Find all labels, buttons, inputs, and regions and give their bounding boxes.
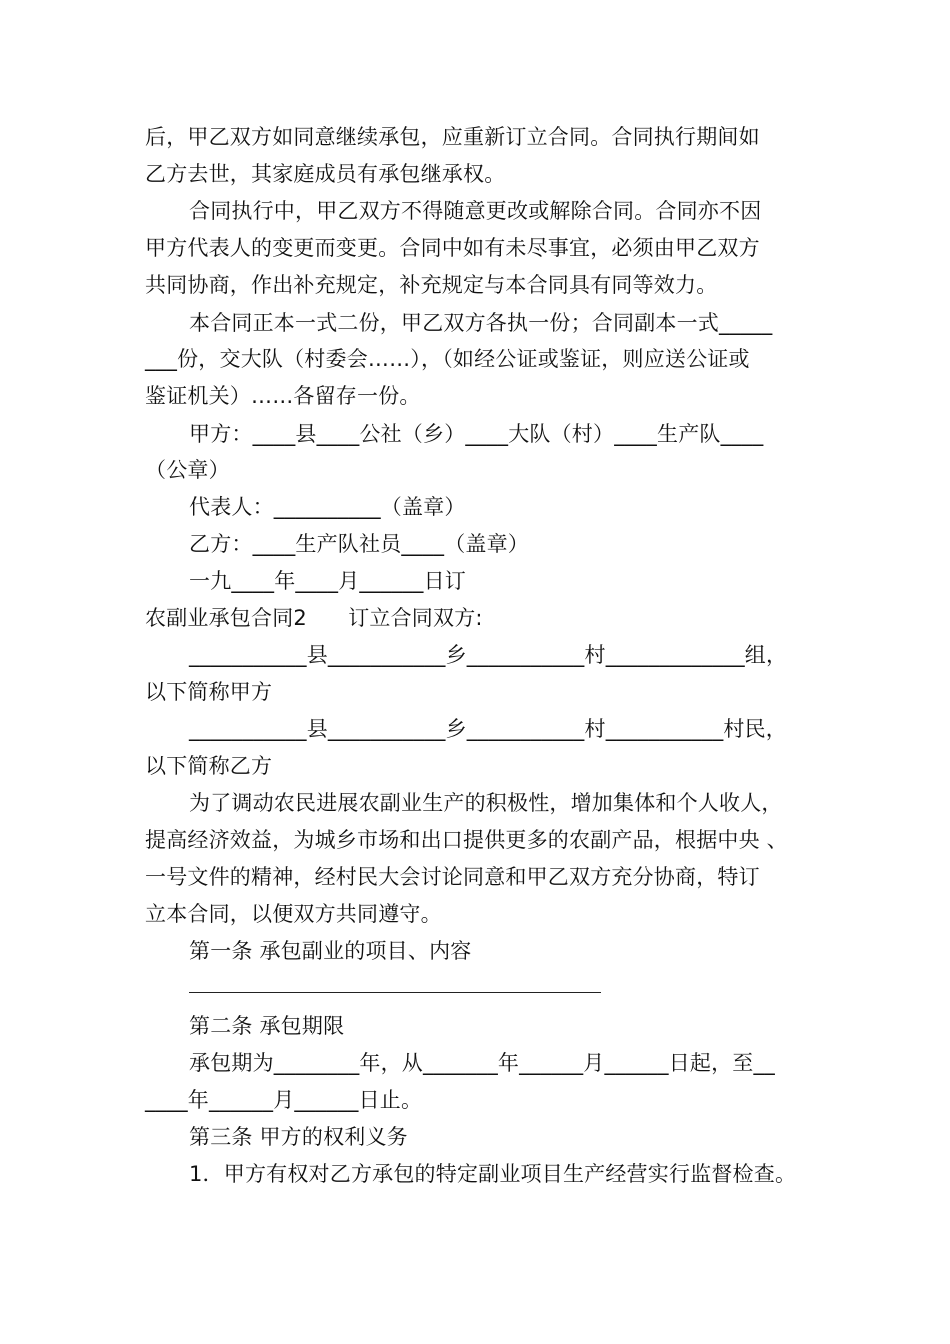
paragraph-start: 为了调动农民进展农副业生产的积极性，增加集体和个人收人， bbox=[189, 791, 783, 815]
paragraph-start: 合同执行中，甲乙双方不得随意更改或解除合同。合同亦不因 bbox=[189, 199, 762, 223]
party-a-address: ___________县___________乡___________村_____________组， bbox=[189, 643, 788, 667]
date-line: 一九____年____月______日订 bbox=[189, 569, 466, 593]
text-line: 一号文件的精神，经村民大会讨论同意和甲乙双方充分协商，特订 bbox=[145, 865, 760, 889]
paragraph-start: 本合同正本一式二份，甲乙双方各执一份；合同副本一式_____ bbox=[189, 311, 773, 335]
party-a-line: 甲方：____县____公社（乡）____大队（村）____生产队____ bbox=[189, 422, 764, 446]
text-line: ___份，交大队（村委会……），（如经公证或鉴证，则应送公证或 bbox=[145, 347, 750, 371]
party-b-line: 乙方：____生产队社员____（盖章） bbox=[189, 532, 529, 556]
contract-period-line: 承包期为________年，从_______年______月______日起，至__ bbox=[189, 1051, 775, 1075]
text-line: 共同协商，作出补充规定，补充规定与本合同具有同等效力。 bbox=[145, 273, 718, 297]
fill-in-blank-line bbox=[189, 992, 601, 993]
text-line: 乙方去世，其家庭成员有承包继承权。 bbox=[145, 162, 506, 186]
text-line: 后，甲乙双方如同意继续承包，应重新订立合同。合同执行期间如 bbox=[145, 125, 760, 149]
list-item-1: 1．甲方有权对乙方承包的特定副业项目生产经营实行监督检查。 bbox=[189, 1162, 797, 1186]
article-3-heading: 第三条 甲方的权利义务 bbox=[189, 1125, 408, 1149]
section-heading: 农副业承包合同2 订立合同双方: bbox=[145, 606, 483, 630]
article-2-heading: 第二条 承包期限 bbox=[189, 1014, 345, 1038]
seal-label: （公章） bbox=[145, 458, 230, 482]
text-line: 以下简称乙方 bbox=[145, 754, 273, 778]
text-line: 甲方代表人的变更而变更。合同中如有未尽事宜，必须由甲乙双方 bbox=[145, 236, 760, 260]
article-1-heading: 第一条 承包副业的项目、内容 bbox=[189, 939, 472, 963]
text-line: 以下简称甲方 bbox=[145, 680, 273, 704]
text-line: 鉴证机关）……各留存一份。 bbox=[145, 384, 421, 408]
text-line: 立本合同，以便双方共同遵守。 bbox=[145, 902, 442, 926]
text-line: ____年______月______日止。 bbox=[145, 1088, 423, 1112]
party-b-address: ___________县___________乡___________村___________村民， bbox=[189, 717, 787, 741]
text-line: 提高经济效益，为城乡市场和出口提供更多的农副产品，根据中央 、 bbox=[145, 828, 788, 852]
representative-line: 代表人：__________（盖章） bbox=[189, 495, 466, 519]
